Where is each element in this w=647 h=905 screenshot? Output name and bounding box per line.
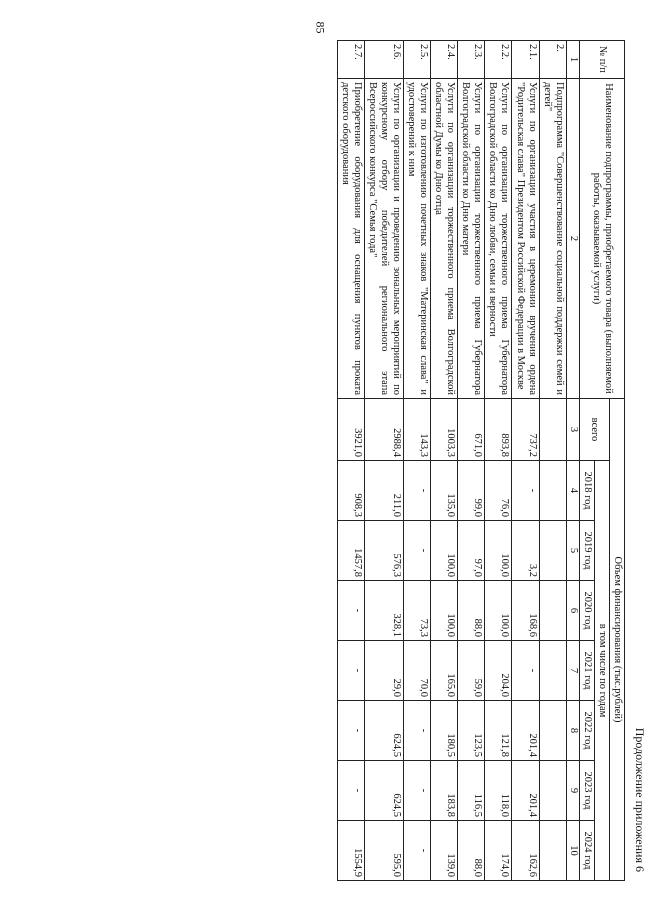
row-year-value: - <box>337 581 364 641</box>
row-year-value: 174,0 <box>485 821 512 881</box>
row-number: 2.4. <box>431 41 458 79</box>
header-year: 2020 год <box>579 581 594 641</box>
row-year-value <box>539 581 566 641</box>
column-index: 10 <box>566 821 579 881</box>
row-total: 1003,3 <box>431 399 458 461</box>
header-name: Наименование подпрограммы, приобретаемого товара (выполняемой работы, оказываемой услуги) <box>579 79 624 399</box>
row-year-value: 576,3 <box>364 521 403 581</box>
row-year-value: 211,0 <box>364 461 403 521</box>
header-no: № п/п <box>579 41 624 79</box>
row-year-value: 624,5 <box>364 701 403 761</box>
row-total: 143,3 <box>404 399 431 461</box>
row-number: 2.2. <box>485 41 512 79</box>
row-year-value: 100,0 <box>485 521 512 581</box>
header-year: 2021 год <box>579 641 594 701</box>
row-total: 3921,0 <box>337 399 364 461</box>
column-index: 5 <box>566 521 579 581</box>
row-total: 2988,4 <box>364 399 403 461</box>
row-total: 671,0 <box>458 399 485 461</box>
row-number: 2.1. <box>512 41 539 79</box>
row-year-value: - <box>337 641 364 701</box>
table-row <box>337 41 364 881</box>
header-volume: Объем финансирования (тыс.рублей) <box>609 399 624 881</box>
row-year-value: 162,6 <box>512 821 539 881</box>
row-number: 2.7. <box>337 41 364 79</box>
continuation-label: Продолжение приложения 6 <box>633 727 647 872</box>
column-index-row <box>566 41 579 881</box>
row-year-value: 183,8 <box>431 761 458 821</box>
row-year-value: 88,0 <box>458 821 485 881</box>
table-row <box>485 41 512 881</box>
row-year-value: 135,0 <box>431 461 458 521</box>
row-number: 2.3. <box>458 41 485 79</box>
row-name: Услуги по организации торжественного приема Губернатора Волгоградской области ко Дню матери <box>458 79 485 399</box>
row-year-value: 595,0 <box>364 821 403 881</box>
row-name: Подпрограмма "Совершенствование социальной поддержки семей и детей" <box>539 79 566 399</box>
row-year-value: 201,4 <box>512 701 539 761</box>
row-total: 893,8 <box>485 399 512 461</box>
row-total <box>539 399 566 461</box>
row-year-value: 100,0 <box>431 521 458 581</box>
column-index: 1 <box>566 41 579 79</box>
row-year-value: 100,0 <box>431 581 458 641</box>
row-year-value <box>539 641 566 701</box>
row-year-value: 116,5 <box>458 761 485 821</box>
row-year-value <box>539 461 566 521</box>
table-row <box>512 41 539 881</box>
row-number: 2. <box>539 41 566 79</box>
row-year-value: - <box>404 821 431 881</box>
column-index: 8 <box>566 701 579 761</box>
header-total: всего <box>579 399 609 461</box>
row-year-value: - <box>337 701 364 761</box>
row-year-value: - <box>404 701 431 761</box>
row-year-value: 328,1 <box>364 581 403 641</box>
row-year-value: 139,0 <box>431 821 458 881</box>
row-year-value: 76,0 <box>485 461 512 521</box>
header-year: 2022 год <box>579 701 594 761</box>
rotated-page <box>105 40 647 880</box>
row-year-value: - <box>337 761 364 821</box>
row-year-value: 100,0 <box>485 581 512 641</box>
row-year-value: 3,2 <box>512 521 539 581</box>
row-year-value <box>539 821 566 881</box>
row-year-value: 1457,8 <box>337 521 364 581</box>
row-year-value: 121,8 <box>485 701 512 761</box>
row-year-value: 201,4 <box>512 761 539 821</box>
row-year-value: - <box>404 521 431 581</box>
row-year-value: 123,5 <box>458 701 485 761</box>
row-year-value: 624,5 <box>364 761 403 821</box>
row-year-value: 165,0 <box>431 641 458 701</box>
row-year-value <box>539 521 566 581</box>
row-year-value: 168,6 <box>512 581 539 641</box>
row-name: Услуги по организации торжественного приема Губернатора Волгоградской области ко Дню любви, семьи и верности <box>485 79 512 399</box>
table-row <box>539 41 566 881</box>
row-name: Услуги по организации и проведению зональных мероприятий по конкурсному отбору победителей регионального этапа Всероссийского конкурса "Семья года" <box>364 79 403 399</box>
row-year-value: 1554,9 <box>337 821 364 881</box>
table-row <box>364 41 403 881</box>
row-year-value: - <box>404 761 431 821</box>
table-row <box>404 41 431 881</box>
column-index: 4 <box>566 461 579 521</box>
column-index: 2 <box>566 79 579 399</box>
row-year-value: 29,0 <box>364 641 403 701</box>
row-name: Услуги по организации участия в церемонии вручения ордена "Родительская слава" Президентом Российской Федерации в Москве <box>512 79 539 399</box>
row-year-value: 97,0 <box>458 521 485 581</box>
column-index: 9 <box>566 761 579 821</box>
row-year-value: 118,0 <box>485 761 512 821</box>
header-year: 2018 год <box>579 461 594 521</box>
row-year-value: 70,0 <box>404 641 431 701</box>
row-year-value <box>539 701 566 761</box>
row-year-value: 59,0 <box>458 641 485 701</box>
row-number: 2.5. <box>404 41 431 79</box>
column-index: 7 <box>566 641 579 701</box>
row-year-value: 204,0 <box>485 641 512 701</box>
header-by-years: в том числе по годам <box>594 461 609 881</box>
page-number: 85 <box>313 21 328 34</box>
row-year-value: 88,0 <box>458 581 485 641</box>
header-year: 2019 год <box>579 521 594 581</box>
row-name: Услуги по организации торжественного приема Волгоградской областной Думы ко Дню отца <box>431 79 458 399</box>
row-total: 737,2 <box>512 399 539 461</box>
row-number: 2.6. <box>364 41 403 79</box>
row-name: Приобретение оборудования для оснащения пунктов проката детского оборудования <box>337 79 364 399</box>
header-year: 2024 год <box>579 821 594 881</box>
row-year-value: 99,0 <box>458 461 485 521</box>
column-index: 3 <box>566 399 579 461</box>
table-row <box>458 41 485 881</box>
row-year-value: - <box>512 461 539 521</box>
row-year-value: - <box>404 461 431 521</box>
column-index: 6 <box>566 581 579 641</box>
row-name: Услуги по изготовлению почетных знаков "Материнская слава" и удостоверений к ним <box>404 79 431 399</box>
header-year: 2023 год <box>579 761 594 821</box>
row-year-value: 180,5 <box>431 701 458 761</box>
row-year-value: 908,3 <box>337 461 364 521</box>
row-year-value <box>539 761 566 821</box>
table-row <box>431 41 458 881</box>
row-year-value: 73,3 <box>404 581 431 641</box>
row-year-value: - <box>512 641 539 701</box>
financing-table <box>337 40 625 881</box>
